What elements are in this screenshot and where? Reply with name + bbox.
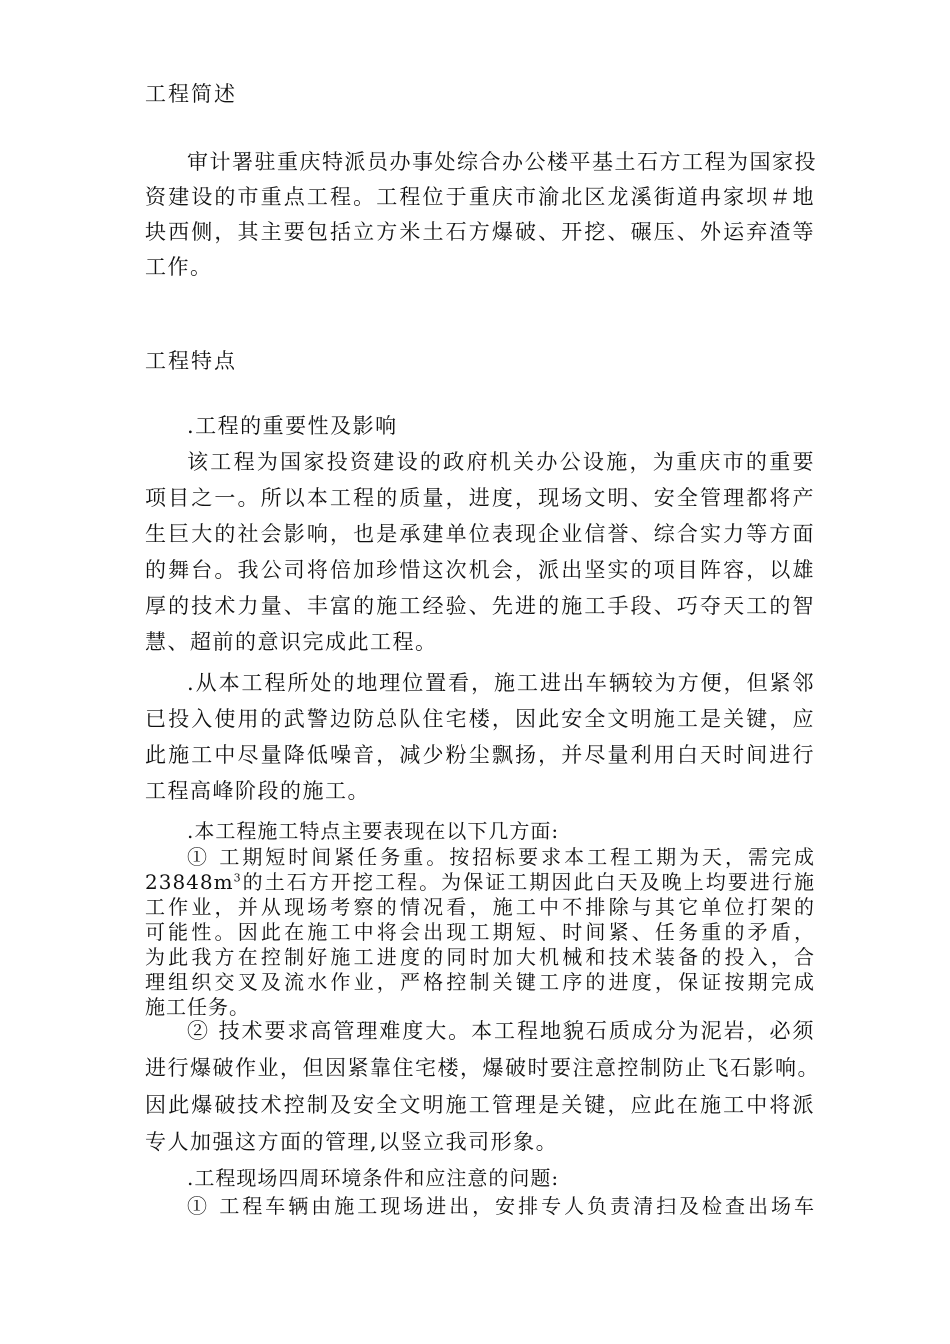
paragraph-line: 工作。 (145, 255, 213, 279)
subsection-title: .工程的重要性及影响 (187, 414, 398, 438)
paragraph-line: ② 技术要求高管理难度大。本工程地貌石质成分为泥岩，必须 (187, 1019, 815, 1043)
volume-value: 23848m (145, 870, 234, 894)
paragraph-line: ① 工程车辆由施工现场进出，安排专人负责清扫及检查出场车 (187, 1194, 815, 1218)
paragraph-line: 工作业，并从现场考察的情况看，施工中不排除与其它单位打架的 (145, 895, 815, 919)
paragraph-line: 项目之一。所以本工程的质量，进度，现场文明、安全管理都将产 (145, 486, 815, 510)
paragraph-line: 的舞台。我公司将倍加珍惜这次机会，派出坚实的项目阵容，以雄 (145, 558, 815, 582)
paragraph-line: 施工任务。 (145, 995, 250, 1019)
paragraph-line: 资建设的市重点工程。工程位于重庆市渝北区龙溪街道冉家坝＃地 (145, 185, 815, 209)
paragraph-line: .从本工程所处的地理位置看，施工进出车辆较为方便，但紧邻 (187, 671, 815, 695)
paragraph-line: 专人加强这方面的管理,以竖立我司形象。 (145, 1130, 559, 1154)
paragraph-text: 的土石方开挖工程。为保证工期因此白天及晚上均要进行施 (241, 870, 815, 894)
paragraph-line: ① 工期短时间紧任务重。按招标要求本工程工期为天，需完成 (187, 845, 815, 869)
paragraph-line: 块西侧，其主要包括立方米土石方爆破、开挖、碾压、外运弃渣等 (145, 220, 815, 244)
paragraph-line: 慧、超前的意识完成此工程。 (145, 630, 438, 654)
subsection-title: .工程现场四周环境条件和应注意的问题: (187, 1166, 560, 1190)
cubic-superscript: 3 (233, 871, 242, 885)
paragraph-line: 厚的技术力量、丰富的施工经验、先进的施工手段、巧夺天工的智 (145, 594, 815, 618)
section-title-features: 工程特点 (145, 349, 237, 373)
paragraph-line: 已投入使用的武警边防总队住宅楼，因此安全文明施工是关键，应 (145, 707, 815, 731)
paragraph-line: 此施工中尽量降低噪音，减少粉尘飘扬，并尽量利用白天时间进行 (145, 743, 815, 767)
paragraph-line: 可能性。因此在施工中将会出现工期短、时间紧、任务重的矛盾， (145, 920, 815, 944)
section-title-overview: 工程简述 (145, 82, 237, 106)
paragraph-line: 理组织交叉及流水作业，严格控制关键工序的进度，保证按期完成 (145, 970, 815, 994)
subsection-title: .本工程施工特点主要表现在以下几方面: (187, 819, 560, 843)
paragraph-line: 审计署驻重庆特派员办事处综合办公楼平基土石方工程为国家投 (187, 150, 817, 174)
paragraph-line: 进行爆破作业，但因紧靠住宅楼，爆破时要注意控制防止飞石影响。 (145, 1056, 820, 1080)
paragraph-line: 因此爆破技术控制及安全文明施工管理是关键，应此在施工中将派 (145, 1093, 815, 1117)
paragraph-line: 为此我方在控制好施工进度的同时加大机械和技术装备的投入，合 (145, 945, 815, 969)
paragraph-line: 工程高峰阶段的施工。 (145, 779, 370, 803)
paragraph-line: 该工程为国家投资建设的政府机关办公设施，为重庆市的重要 (187, 450, 815, 474)
paragraph-line: 生巨大的社会影响，也是承建单位表现企业信誉、综合实力等方面 (145, 522, 815, 546)
